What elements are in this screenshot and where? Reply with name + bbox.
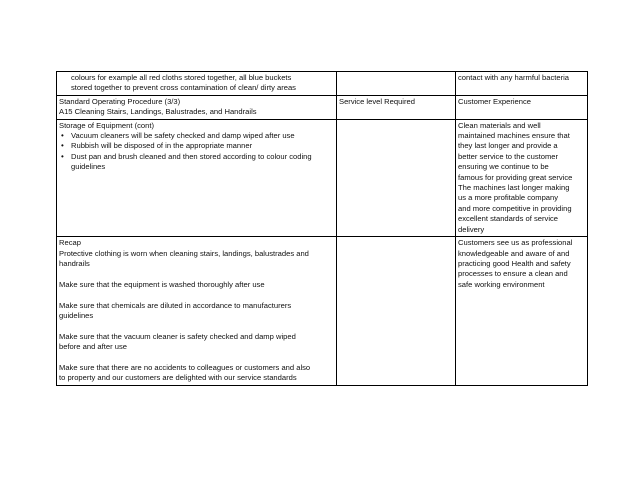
recap-experience-cell <box>456 237 588 386</box>
recap-paragraph-line: Protective clothing is worn when cleaning stairs, landings, balustrades and <box>59 248 309 258</box>
paragraph-gap <box>59 269 334 279</box>
recap-paragraph-line: Make sure that chemicals are diluted in accordance to manufacturers <box>59 300 292 310</box>
recap-paragraph-line: to property and our customers are delighted with our service standards <box>59 373 297 383</box>
bullet-text: Rubbish will be disposed of in the appropriate manner <box>71 141 253 151</box>
experience-line: us a more profitable company <box>458 193 559 203</box>
experience-line: knowledgeable and aware of and <box>458 248 570 258</box>
experience-line: famous for providing great service <box>458 172 573 182</box>
experience-line: processes to ensure a clean and <box>458 269 568 279</box>
paragraph-gap <box>59 290 334 300</box>
paragraph-gap <box>59 321 334 331</box>
bullet-text: guidelines <box>71 162 106 172</box>
continuation-procedure-cell <box>57 72 337 96</box>
continuation-line: stored together to prevent cross contamination of clean/ dirty areas <box>71 83 296 93</box>
sop-table <box>56 71 588 386</box>
continuation-line: colours for example all red cloths stored together, all blue buckets <box>71 73 292 82</box>
bullet-icon: • <box>61 131 64 141</box>
experience-line: ensuring we continue to be <box>458 162 549 172</box>
sop-subtitle: A15 Cleaning Stairs, Landings, Balustrades, and Handrails <box>59 107 257 117</box>
experience-line: excellent standards of service <box>458 214 559 224</box>
experience-line: and more competitive in providing <box>458 203 572 213</box>
recap-paragraph-line: Make sure that the equipment is washed thoroughly after use <box>59 279 265 289</box>
recap-paragraph-line: handrails <box>59 258 90 268</box>
experience-line: The machines last longer making <box>458 183 570 193</box>
recap-paragraph-line: before and after use <box>59 342 127 352</box>
sop-title: Standard Operating Procedure (3/3) <box>59 96 181 106</box>
experience-line: they last longer and provide a <box>458 141 558 151</box>
continuation-row <box>57 72 588 96</box>
bullet-text: Vacuum cleaners will be safety checked and damp wiped after use <box>71 131 295 141</box>
recap-procedure-cell <box>57 237 337 386</box>
storage-heading: Storage of Equipment (cont) <box>59 120 154 130</box>
continuation-service-cell <box>337 72 456 96</box>
continuation-experience-text: contact with any harmful bacteria <box>458 73 570 82</box>
experience-line: safe working environment <box>458 279 545 289</box>
experience-line: Clean materials and well <box>458 120 541 130</box>
recap-paragraph-line: guidelines <box>59 310 94 320</box>
storage-procedure-cell <box>57 119 337 236</box>
experience-line: delivery <box>458 224 485 234</box>
recap-heading: Recap <box>59 238 81 248</box>
storage-row <box>57 119 588 236</box>
continuation-experience-cell <box>456 72 588 96</box>
recap-row <box>57 237 588 386</box>
customer-experience-header-cell <box>456 95 588 119</box>
header-row <box>57 95 588 119</box>
experience-line: maintained machines ensure that <box>458 131 570 141</box>
recap-paragraph-line: Make sure that the vacuum cleaner is safety checked and damp wiped <box>59 331 296 341</box>
recap-paragraph-line: Make sure that there are no accidents to colleagues or customers and also <box>59 362 311 372</box>
list-item <box>59 141 334 151</box>
experience-line: Customers see us as professional <box>458 238 573 248</box>
list-item <box>59 152 334 173</box>
bullet-text: Dust pan and brush cleaned and then stored according to colour coding <box>71 151 312 161</box>
service-level-header: Service level Required <box>339 96 415 106</box>
list-item <box>59 131 334 141</box>
bullet-icon: • <box>61 151 64 161</box>
procedure-header-cell <box>57 95 337 119</box>
recap-service-cell <box>337 237 456 386</box>
experience-line: practicing good Health and safety <box>458 258 571 268</box>
paragraph-gap <box>59 353 334 363</box>
bullet-icon: • <box>61 141 64 151</box>
customer-experience-header: Customer Experience <box>458 96 532 106</box>
storage-bullet-list <box>59 131 334 173</box>
storage-experience-cell <box>456 119 588 236</box>
storage-service-cell <box>337 119 456 236</box>
experience-line: better service to the customer <box>458 151 559 161</box>
service-level-header-cell <box>337 95 456 119</box>
